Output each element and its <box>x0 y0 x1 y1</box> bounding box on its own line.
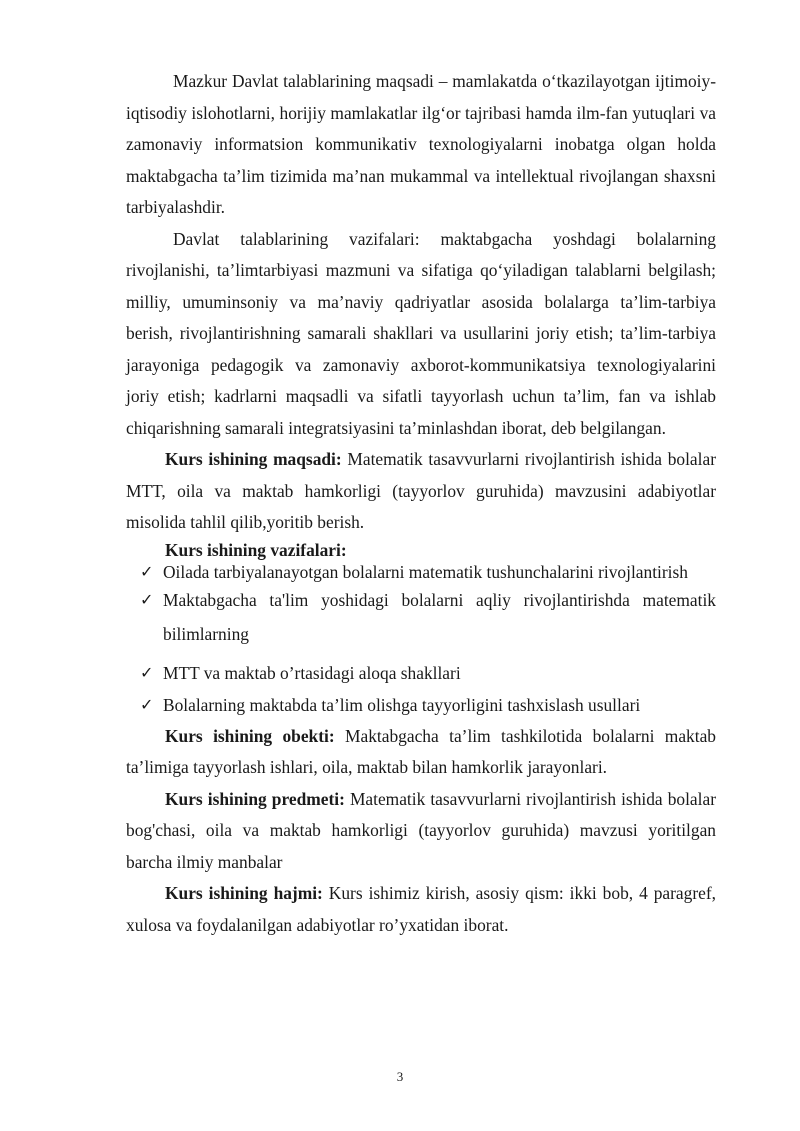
list-item: ✓ Maktabgacha ta'lim yoshidagi bolalarni aqliy rivojlantirishda matematik bilimlarning <box>126 583 716 651</box>
checkmark-icon: ✓ <box>140 589 154 609</box>
checkmark-icon: ✓ <box>140 561 154 581</box>
paragraph-maqsad-davlat: Mazkur Davlat talablarining maqsadi – mamlakatda o‘tkazilayotgan ijtimoiy-iqtisodiy islohotlarni, horijiy mamlakatlar ilg‘or tajribasi hamda ilm-fan yutuqlari va zamonaviy informatsion kommunikativ texnologiyalarni inobatga olgan holda maktabgacha ta’lim tizimida ma’nan mukammal va intellektual rivojlangan shaxsni tarbiyalashdir. <box>126 71 716 217</box>
kurs-hajmi-label: Kurs ishining hajmi: <box>165 883 323 903</box>
paragraph-kurs-hajmi <box>126 878 716 941</box>
page-content <box>126 66 716 941</box>
list-item: ✓ MTT va maktab o’rtasidagi aloqa shakllari <box>126 657 716 689</box>
kurs-obekti-label: Kurs ishining obekti: <box>165 725 335 746</box>
kurs-maqsadi-text: Matematik tasavvurlarni rivojlantirish ishida bolalar MTT, oila va maktab hamkorligi (tayyorlov guruhida) mavzusini adabiyotlar misolida tahlil qilib,yoritib berish. <box>126 449 716 532</box>
kurs-obekti-text: Maktabgacha ta’lim tashkilotida bolalarni maktab ta’limiga tayyorlash ishlari, oila, maktab bilan hamkorlik jarayonlari. <box>126 725 716 777</box>
paragraph-kurs-obekti <box>126 721 716 784</box>
vazifalar-list <box>126 561 716 721</box>
paragraph-kurs-predmeti <box>126 784 716 879</box>
paragraph-vazifalar-davlat: Davlat talablarining vazifalari: maktabgacha yoshdagi bolalarning rivojlanishi, ta’limtarbiyasi mazmuni va sifatiga qo‘yiladigan talablarni belgilash; milliy, umuminsoniy va ma’naviy qadriyatlar asosida bolalarga ta’lim-tarbiya berish, rivojlantirishning samarali shakllari va usullarini joriy etish; ta’lim-tarbiya jarayoniga pedagogik va zamonaviy axborot-kommunikatsiya texnologiyalarini joriy etish; kadrlarni maqsadli va sifatli tayyorlash uchun ta’lim, fan va ishlab chiqarishning samarali integratsiyasini ta’minlashdan iborat, deb belgilangan. <box>126 228 716 438</box>
paragraph-kurs-maqsadi <box>126 444 716 539</box>
page-number: 3 <box>396 1069 404 1084</box>
list-item: ✓ Bolalarning maktabda ta’lim olishga tayyorligini tashxislash usullari <box>126 689 716 721</box>
kurs-maqsadi-label: Kurs ishining maqsadi: <box>165 449 342 469</box>
kurs-hajmi-text: Kurs ishimiz kirish, asosiy qism: ikki bob, 4 paragref, xulosa va foydalanilgan adabiyotlar ro’yxatidan iborat. <box>126 883 716 935</box>
kurs-predmeti-label: Kurs ishining predmeti: <box>165 788 345 809</box>
kurs-vazifalari-title: Kurs ishining vazifalari: <box>165 539 347 560</box>
checkmark-icon: ✓ <box>140 662 154 682</box>
kurs-predmeti-text: Matematik tasavvurlarni rivojlantirish ishida bolalar bog'chasi, oila va maktab hamkorligi (tayyorlov guruhida) mavzusi yoritilgan barcha ilmiy manbalar <box>126 788 716 872</box>
checkmark-icon: ✓ <box>140 694 154 714</box>
list-item: ✓ Oilada tarbiyalanayotgan bolalarni matematik tushunchalarini rivojlantirish <box>140 561 688 582</box>
